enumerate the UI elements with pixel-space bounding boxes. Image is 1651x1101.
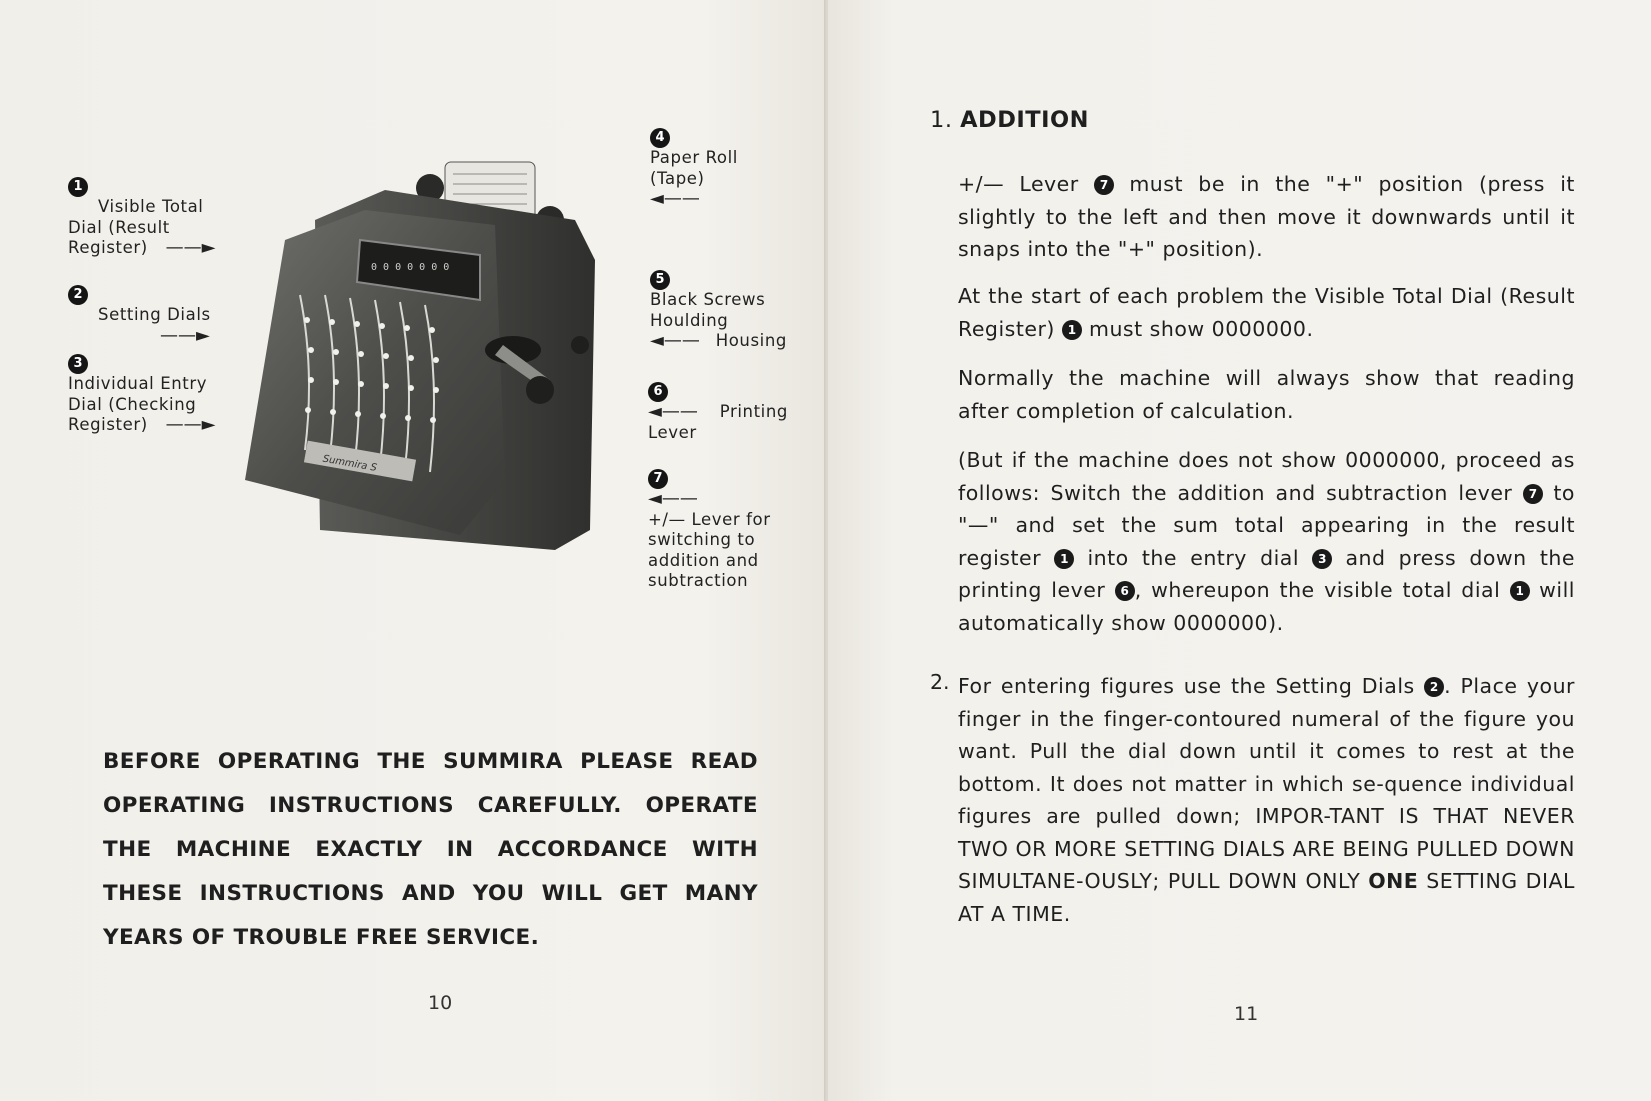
adding-machine-photo <box>245 150 645 580</box>
callout-text: addition and <box>648 550 759 570</box>
callout-text: Printing <box>719 402 788 421</box>
callout-text: Setting Dials <box>98 305 211 324</box>
paragraph-entering-figures <box>958 670 1575 930</box>
section-number: 1. <box>930 107 953 133</box>
callout-text: Dial (Result <box>68 217 170 237</box>
callout-text: Black Screws <box>650 290 766 309</box>
arrow-left-icon: ◄—— <box>648 488 698 509</box>
emphasis-text: ONE <box>1368 869 1419 893</box>
paragraph-normal-reading: Normally the machine will always show that reading after completion of calculation. <box>958 366 1575 423</box>
callout-printing-lever <box>648 380 788 443</box>
callout-text: Houlding <box>650 310 729 330</box>
text: will automatically show 0000000). <box>958 578 1575 635</box>
callout-text: Housing <box>715 331 787 350</box>
callout-text: Individual Entry <box>68 374 208 393</box>
text: +/— Lever <box>958 172 1079 196</box>
callout-visible-total-dial <box>68 175 215 259</box>
callout-number-1: 1 <box>68 177 88 197</box>
text: and press down the printing lever <box>958 545 1575 602</box>
callout-number-4: 4 <box>650 128 670 148</box>
operating-warning: BEFORE OPERATING THE SUMMIRA PLEASE READ OPERATING INSTRUCTIONS CAREFULLY. OPERATE THE MACHINE EXACTLY IN ACCORDANCE WITH THESE INSTRUCTIONS AND YOU WILL GET MANY YEARS OF TROUBLE FREE SERVICE. <box>103 749 758 950</box>
text: SETTING DIAL AT A TIME. <box>958 869 1575 926</box>
callout-paper-roll <box>650 126 738 210</box>
callout-number-6: 6 <box>648 382 668 402</box>
ref-number-1: 1 <box>1510 581 1530 601</box>
callout-text: Lever <box>648 422 697 442</box>
ref-number-2: 2 <box>1424 677 1444 697</box>
paragraph-reset-procedure <box>958 444 1575 639</box>
page-number-left: 10 <box>428 992 453 1014</box>
callout-individual-entry-dial <box>68 352 215 436</box>
text: At the start of each problem the Visible Total Dial (Result Register) <box>958 284 1575 341</box>
text: (But if the machine does not show 0000000, proceed as follows: Switch the addition and subtraction lever <box>958 448 1575 505</box>
section-2-number: 2. <box>930 670 950 694</box>
text: must be in the "+" position (press it slightly to the left and then move it downwards until it snaps into the "+" position). <box>958 172 1575 261</box>
arrow-right-icon: ——► <box>165 414 216 435</box>
callout-setting-dials <box>68 283 211 346</box>
callout-number-2: 2 <box>68 285 88 305</box>
svg-text:0 0 0 0 0 0 0: 0 0 0 0 0 0 0 <box>371 262 450 273</box>
text: must show 0000000. <box>1088 316 1314 341</box>
text: into the entry dial <box>1087 545 1300 570</box>
callout-text: Register) <box>68 415 148 434</box>
callout-text: +/— Lever for <box>648 509 771 529</box>
paragraph-lever-position <box>958 168 1575 266</box>
text: For entering figures use the Setting Dials <box>958 674 1415 698</box>
section-title: ADDITION <box>960 107 1089 133</box>
callout-text: Visible Total <box>98 197 204 216</box>
paragraph-start-reading <box>958 280 1575 345</box>
ref-number-7: 7 <box>1094 175 1114 195</box>
callout-addition-lever <box>648 467 771 592</box>
section-addition-heading <box>930 107 1089 133</box>
ref-number-1: 1 <box>1062 320 1082 340</box>
page-number-right: 11 <box>1234 1003 1259 1025</box>
callout-number-5: 5 <box>650 270 670 290</box>
arrow-right-icon: ——► <box>160 324 210 346</box>
ref-number-6: 6 <box>1115 581 1135 601</box>
arrow-left-icon: ◄—— <box>650 330 700 351</box>
callout-text: switching to <box>648 530 756 549</box>
text: to "—" and set the sum total appearing in the result register <box>958 480 1575 570</box>
text: , whereupon the visible total dial <box>1134 578 1501 602</box>
callout-text: Dial (Checking <box>68 394 197 414</box>
arrow-right-icon: ——► <box>165 237 216 258</box>
ref-number-7: 7 <box>1523 484 1543 504</box>
ref-number-3: 3 <box>1312 549 1332 569</box>
callout-number-7: 7 <box>648 469 668 489</box>
callout-text: subtraction <box>648 571 749 590</box>
callout-black-screws <box>650 268 787 352</box>
text: . Place your finger in the finger-contoured numeral of the figure you want. Pull the dial down until it comes to rest at the bottom. It does not matter in which se-quence individual figures are pulled down; IMPOR-TANT IS THAT NEVER TWO OR MORE SETTING DIALS ARE BEING PULLED DOWN SIMULTANE-OUSLY; PULL DOWN ONLY <box>958 674 1575 893</box>
machine-nameplate: Summira S <box>321 453 378 474</box>
callout-text: Register) <box>68 238 148 257</box>
arrow-left-icon: ◄—— <box>648 401 698 422</box>
callout-number-3: 3 <box>68 354 88 374</box>
callout-text: Paper Roll <box>650 148 738 167</box>
callout-text: (Tape) <box>650 168 705 188</box>
ref-number-1: 1 <box>1054 549 1074 569</box>
arrow-left-icon: ◄—— <box>650 188 700 209</box>
